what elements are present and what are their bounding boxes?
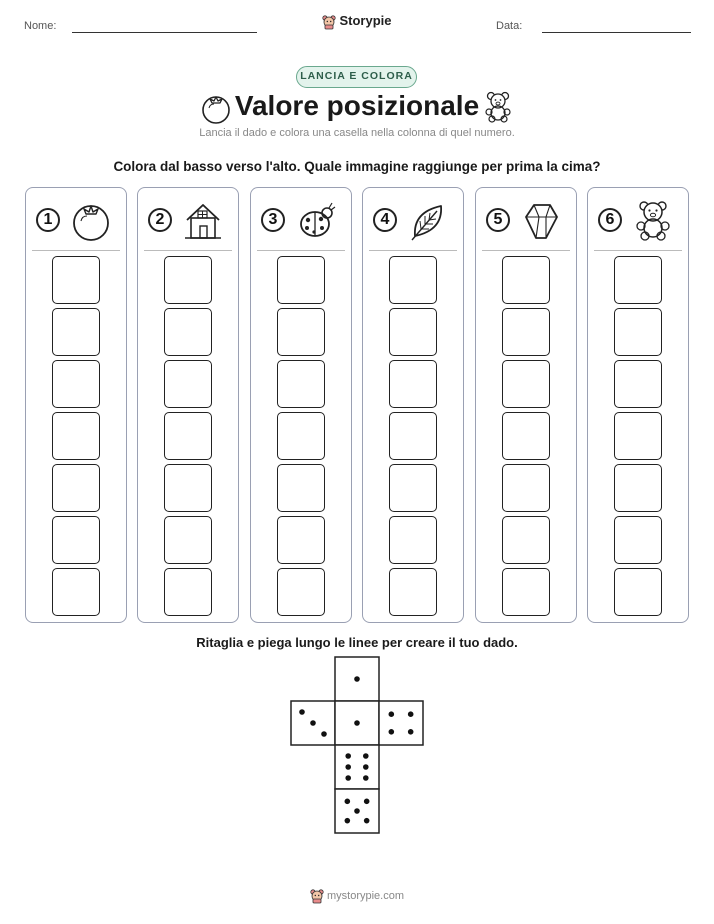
subtitle: Lancia il dado e colora una casella nella colonna di quel numero. bbox=[199, 127, 515, 139]
die-face bbox=[335, 745, 379, 789]
die-pip bbox=[345, 775, 351, 781]
die-pip bbox=[345, 764, 351, 770]
die-face bbox=[335, 701, 379, 745]
die-pip bbox=[299, 709, 305, 715]
column-number: 5 bbox=[486, 208, 510, 232]
storypie-logo-icon bbox=[310, 888, 324, 904]
die-face bbox=[335, 657, 379, 701]
column-number: 3 bbox=[261, 208, 285, 232]
die-pip bbox=[321, 731, 327, 737]
die-pip bbox=[408, 729, 414, 735]
column-number: 4 bbox=[373, 208, 397, 232]
die-pip bbox=[363, 764, 369, 770]
die-pip bbox=[389, 729, 395, 735]
name-label: Nome: bbox=[24, 20, 57, 32]
die-pip bbox=[354, 676, 360, 682]
instruction: Colora dal basso verso l'alto. Quale immagine raggiunge per prima la cima? bbox=[113, 159, 601, 174]
die-pip bbox=[363, 753, 369, 759]
column-number: 2 bbox=[148, 208, 172, 232]
cut-instruction: Ritaglia e piega lungo le linee per creare il tuo dado. bbox=[196, 635, 518, 650]
die-pip bbox=[354, 720, 360, 726]
die-pip bbox=[310, 720, 316, 726]
die-pip bbox=[389, 711, 395, 717]
brand-name: Storypie bbox=[339, 13, 392, 28]
die-face bbox=[335, 789, 379, 833]
column-number: 1 bbox=[36, 208, 60, 232]
die-pip bbox=[345, 753, 351, 759]
die-pip bbox=[363, 775, 369, 781]
footer-url: mystorypie.com bbox=[326, 889, 405, 902]
die-face bbox=[379, 701, 423, 745]
die-pip bbox=[364, 799, 370, 805]
activity-badge: LANCIA E COLORA bbox=[296, 66, 417, 88]
date-label: Data: bbox=[496, 20, 523, 32]
column-number: 6 bbox=[598, 208, 622, 232]
die-pip bbox=[345, 799, 351, 805]
die-pip bbox=[408, 711, 414, 717]
die-pip bbox=[345, 818, 351, 824]
die-face bbox=[291, 701, 335, 745]
page-title: Valore posizionale bbox=[234, 90, 480, 121]
die-pip bbox=[354, 808, 360, 814]
footer bbox=[0, 888, 714, 904]
die-pip bbox=[364, 818, 370, 824]
